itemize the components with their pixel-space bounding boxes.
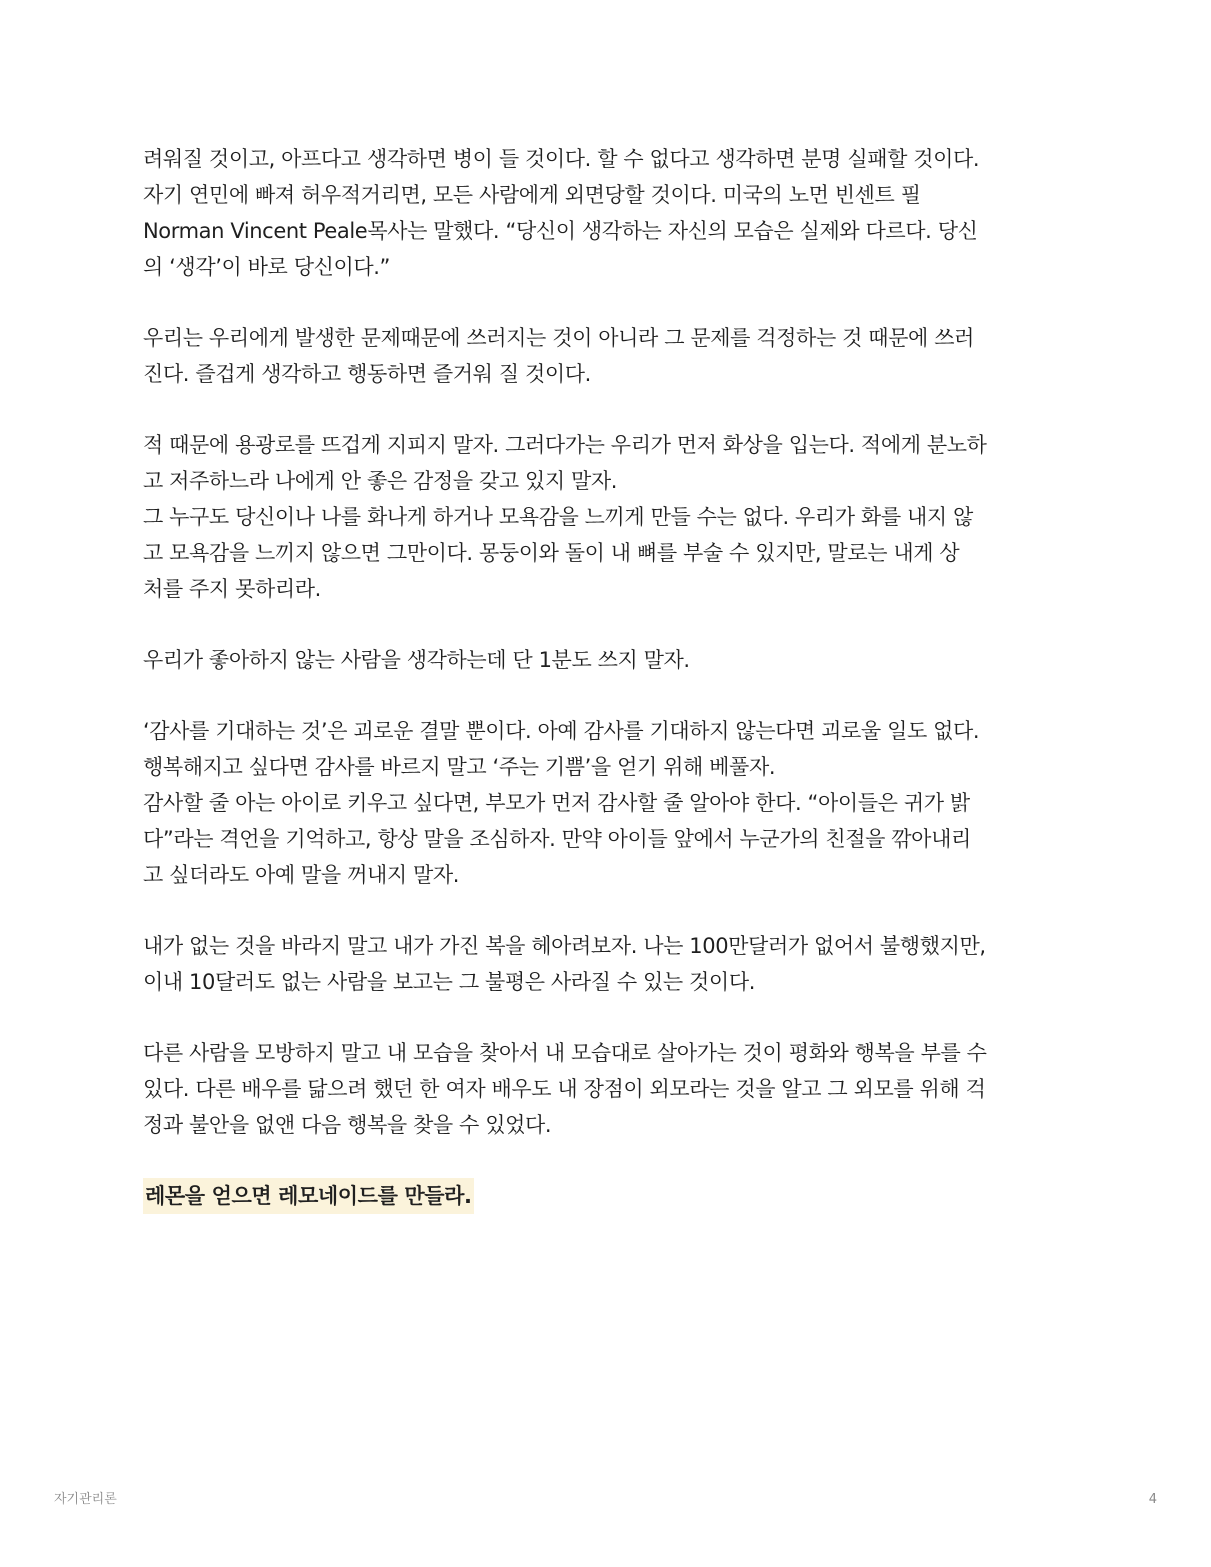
footer-document-title: 자기관리론: [54, 1492, 117, 1507]
text-line: 자기 연민에 빠져 허우적거리면, 모든 사람에게 외면당할 것이다. 미국의 노먼 빈센트 필: [143, 183, 921, 207]
text-line: 다른 사람을 모방하지 말고 내 모습을 찾아서 내 모습대로 살아가는 것이 평화와 행복을 부를 수: [143, 1041, 987, 1065]
text-line: ‘감사를 기대하는 것’은 괴로운 결말 뿐이다. 아예 감사를 기대하지 않는다면 괴로울 일도 없다.: [143, 719, 980, 743]
paragraph-7: [143, 1035, 1073, 1143]
text-line: 정과 불안을 없앤 다음 행복을 찾을 수 있었다.: [143, 1113, 552, 1137]
text-line: 다”라는 격언을 기억하고, 항상 말을 조심하자. 만약 아이들 앞에서 누군가의 친절을 깎아내리: [143, 827, 971, 851]
paragraph-1: [143, 141, 1073, 285]
text-line: 있다. 다른 배우를 닮으려 했던 한 여자 배우도 내 장점이 외모라는 것을 알고 그 외모를 위해 걱: [143, 1077, 986, 1101]
text-line: 우리는 우리에게 발생한 문제때문에 쓰러지는 것이 아니라 그 문제를 걱정하는 것 때문에 쓰러: [143, 326, 974, 350]
text-line: 진다. 즐겁게 생각하고 행동하면 즐거워 질 것이다.: [143, 362, 591, 386]
text-line: Norman Vincent Peale목사는 말했다. “당신이 생각하는 자신의 모습은 실제와 다르다. 당신: [143, 219, 978, 243]
paragraph-2: [143, 320, 1073, 392]
text-line: 우리가 좋아하지 않는 사람을 생각하는데 단 1분도 쓰지 말자.: [143, 648, 690, 672]
text-line: 고 모욕감을 느끼지 않으면 그만이다. 몽둥이와 돌이 내 뼈를 부술 수 있지만, 말로는 내게 상: [143, 541, 960, 565]
text-line: 려워질 것이고, 아프다고 생각하면 병이 들 것이다. 할 수 없다고 생각하면 분명 실패할 것이다.: [143, 147, 980, 171]
text-line: 의 ‘생각’이 바로 당신이다.”: [143, 255, 390, 279]
paragraph-4: [143, 642, 1073, 678]
highlight-block: [143, 1178, 1073, 1214]
text-line: 내가 없는 것을 바라지 말고 내가 가진 복을 헤아려보자. 나는 100만달러가 없어서 불행했지만,: [143, 934, 986, 958]
page-content: [143, 141, 1073, 1214]
paragraph-3: [143, 427, 1073, 607]
text-line: 처를 주지 못하리라.: [143, 577, 321, 601]
text-line: 고 싶더라도 아예 말을 꺼내지 말자.: [143, 863, 460, 887]
text-line: 이내 10달러도 없는 사람을 보고는 그 불평은 사라질 수 있는 것이다.: [143, 970, 755, 994]
text-line: 감사할 줄 아는 아이로 키우고 싶다면, 부모가 먼저 감사할 줄 알아야 한다. “아이들은 귀가 밝: [143, 791, 970, 815]
text-line: 행복해지고 싶다면 감사를 바르지 말고 ‘주는 기쁨’을 얻기 위해 베풀자.: [143, 755, 776, 779]
footer-page-number: 4: [1148, 1492, 1157, 1507]
text-line: 그 누구도 당신이나 나를 화나게 하거나 모욕감을 느끼게 만들 수는 없다. 우리가 화를 내지 않: [143, 505, 973, 529]
paragraph-6: [143, 928, 1073, 1000]
text-line: 적 때문에 용광로를 뜨겁게 지피지 말자. 그러다가는 우리가 먼저 화상을 입는다. 적에게 분노하: [143, 433, 987, 457]
text-line: 고 저주하느라 나에게 안 좋은 감정을 갖고 있지 말자.: [143, 469, 618, 493]
paragraph-5: [143, 713, 1073, 893]
highlighted-heading: 레몬을 얻으면 레모네이드를 만들라.: [143, 1178, 474, 1214]
